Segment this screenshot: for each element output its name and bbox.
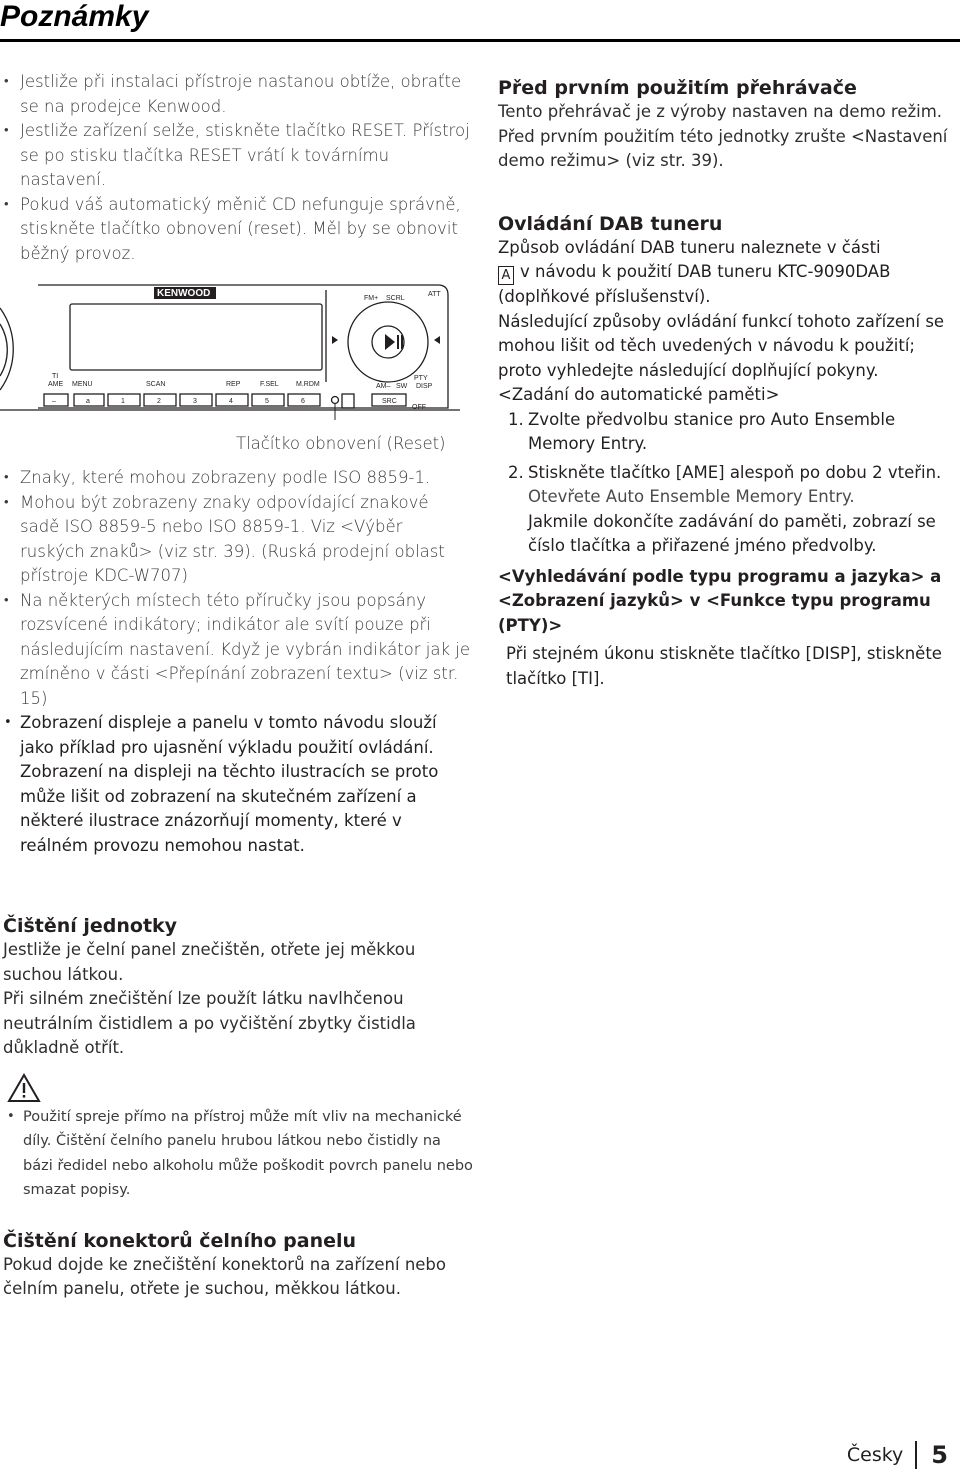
device-label: SCRL [386, 295, 405, 302]
dab-text-3: Následující způsoby ovládání funkcí tohoto zařízení se mohou lišit od těch uvedených v návodu k použití; proto vyhledejte následující doplňující pokyny. [498, 311, 945, 380]
dab-heading: Ovládání DAB tuneru [498, 212, 723, 235]
warning-list [3, 1105, 473, 1203]
auto-memory-steps [498, 408, 953, 559]
auto-memory-heading: <Zadání do automatické paměti> [498, 385, 780, 404]
first-use-text-1: Tento přehrávač je z výroby nastaven na demo režim. [498, 102, 943, 121]
device-label: OFF [412, 404, 426, 411]
device-label: FM+ [364, 295, 379, 302]
volume-knob-inner [0, 324, 7, 376]
cleaning-text-2: Při silném znečištění lze použít látku navlhčenou neutrálním čistidlem a po vyčištění zbytky čistidla důkladně otřít. [3, 989, 416, 1057]
list-item: • Mohou být zobrazeny znaky odpovídající znakové sadě ISO 8859-5 nebo ISO 8859-1. Viz <Výběr ruských znaků> (viz str. 39). (Ruská prodejní oblast přístroje KDC-W707) [0, 491, 470, 589]
connectors-heading: Čištění konektorů čelního panelu [3, 1229, 357, 1252]
device-label: TI [52, 373, 59, 380]
dab-text-2: v návodu k použití DAB tuneru KTC-9090DAB (doplňkové příslušenství). [498, 262, 891, 306]
device-label: DISP [416, 383, 433, 390]
list-item [498, 408, 953, 457]
pty-heading: <Vyhledávání podle typu programu a jazyka> a <Zobrazení jazyků> v <Funkce typu programu (PTY)> [498, 566, 942, 635]
device-label: SW [396, 383, 408, 390]
left-column [0, 70, 470, 266]
list-item: • Pokud váš automatický měnič CD nefunguje správně, stiskněte tlačítko obnovení (reset). Měl by se obnovit běžný provoz. [0, 193, 470, 267]
step-text: Otevřete Auto Ensemble Memory Entry. [528, 487, 855, 506]
page-footer [847, 1440, 948, 1470]
title-rule [0, 39, 960, 42]
list-item: • Na některých místech této příručky jsou popsány rozsvícené indikátory; indikátor ale svítí pouze při následujícím nastavení. Když je vybrán indikátor jak je zmíněno v části <Přepínání zobrazení textu> (viz str. 15) [0, 589, 470, 712]
key-label: 2 [157, 398, 161, 405]
step-text: Zvolte předvolbu stanice pro Auto Ensemble Memory Entry. [528, 409, 896, 453]
cleaning-text-1: Jestliže je čelní panel znečištěn, otřete jej měkkou suchou látkou. [3, 940, 416, 984]
prev-icon [434, 336, 440, 344]
device-label: SRC [382, 398, 397, 405]
list-item: • Znaky, které mohou zobrazeny podle ISO 8859-1. [0, 466, 470, 491]
brand-logo: KENWOOD [157, 288, 211, 299]
key-label: 1 [121, 398, 125, 405]
section-a-marker: A [498, 266, 514, 285]
key-label: – [52, 398, 56, 405]
device-label: M.RDM [296, 381, 320, 388]
first-use-text-2: Před prvním použitím této jednotky zrušte <Nastavení demo režimu> (viz str. 39). [498, 126, 948, 170]
footer-language: Česky [846, 1444, 904, 1466]
next-icon [332, 336, 338, 344]
volume-knob-outline [0, 308, 13, 390]
dab-text-1: Způsob ovládání DAB tuneru naleznete v části [498, 237, 881, 257]
key-label: 5 [265, 398, 269, 405]
device-label: REP [226, 381, 241, 388]
device-label: F.SEL [260, 381, 279, 388]
list-item: • Jestliže zařízení selže, stiskněte tlačítko RESET. Přístroj se po stisku tlačítka RESET vrátí k továrnímu nastavení. [0, 119, 470, 193]
reset-button [332, 397, 339, 404]
footer-divider [915, 1441, 917, 1469]
connectors-text: Pokud dojde ke znečištění konektorů na zařízení nebo čelním panelu, otřete je suchou, měkkou látkou. [3, 1254, 447, 1298]
device-label: MENU [72, 381, 93, 388]
page-number: 5 [931, 1441, 948, 1469]
play-icon [385, 334, 395, 350]
step-text: Stiskněte tlačítko [AME] alespoň po dobu 2 vteřin. [528, 462, 942, 482]
device-label: AME [48, 381, 64, 388]
warning-icon [7, 1073, 41, 1103]
device-label: SCAN [146, 381, 166, 388]
list-item: • Jestliže při instalaci přístroje nastanou obtíže, obraťte se na prodejce Kenwood. [0, 70, 470, 119]
key-label: a [86, 398, 90, 405]
pty-text: Při stejném úkonu stiskněte tlačítko [DISP], stiskněte tlačítko [TI]. [506, 644, 942, 688]
device-label: PTY [414, 375, 428, 382]
key-label: 3 [193, 398, 197, 405]
faceplate-illustration [0, 270, 470, 420]
list-item: • Zobrazení displeje a panelu v tomto návodu slouží jako příklad pro ujasnění výkladu použití ovládání. Zobrazení na displeji na těchto ilustracích se proto může lišit od zobrazení na skutečném zařízení a některé ilustrace znázorňují momenty, které v reálném provozu nemohou nastat. [0, 711, 470, 858]
display-window [70, 304, 322, 370]
notes-list-top [0, 70, 470, 266]
reset-caption: Tlačítko obnovení (Reset) [236, 434, 446, 453]
key-label: 4 [229, 398, 233, 405]
device-label: ATT [428, 291, 441, 298]
cleaning-heading: Čištění jednotky [3, 915, 178, 937]
right-column [498, 76, 953, 691]
device-label: AM– [376, 383, 391, 390]
left-column-mid [0, 466, 470, 858]
key-label: 6 [301, 398, 305, 405]
dab-text-2-line [498, 260, 953, 310]
list-item [498, 461, 953, 559]
page-title: Poznámky [0, 0, 149, 33]
cleaning-section [3, 914, 473, 1302]
list-item: • Použití spreje přímo na přístroj může mít vliv na mechanické díly. Čištění čelního panelu hrubou látkou nebo čistidly na bázi ředidel nebo alkoholu může poškodit povrch panelu nebo smazat popisy. [3, 1105, 473, 1203]
step-text: Jakmile dokončíte zadávání do paměti, zobrazí se číslo tlačítka a přiřazené jméno předvolby. [528, 511, 936, 555]
step-number: 2. [508, 462, 524, 482]
first-use-heading: Před prvním použitím přehrávače [498, 77, 857, 99]
step-number: 1. [508, 409, 524, 429]
notes-list-mid [0, 466, 470, 858]
preset-key [44, 394, 68, 406]
